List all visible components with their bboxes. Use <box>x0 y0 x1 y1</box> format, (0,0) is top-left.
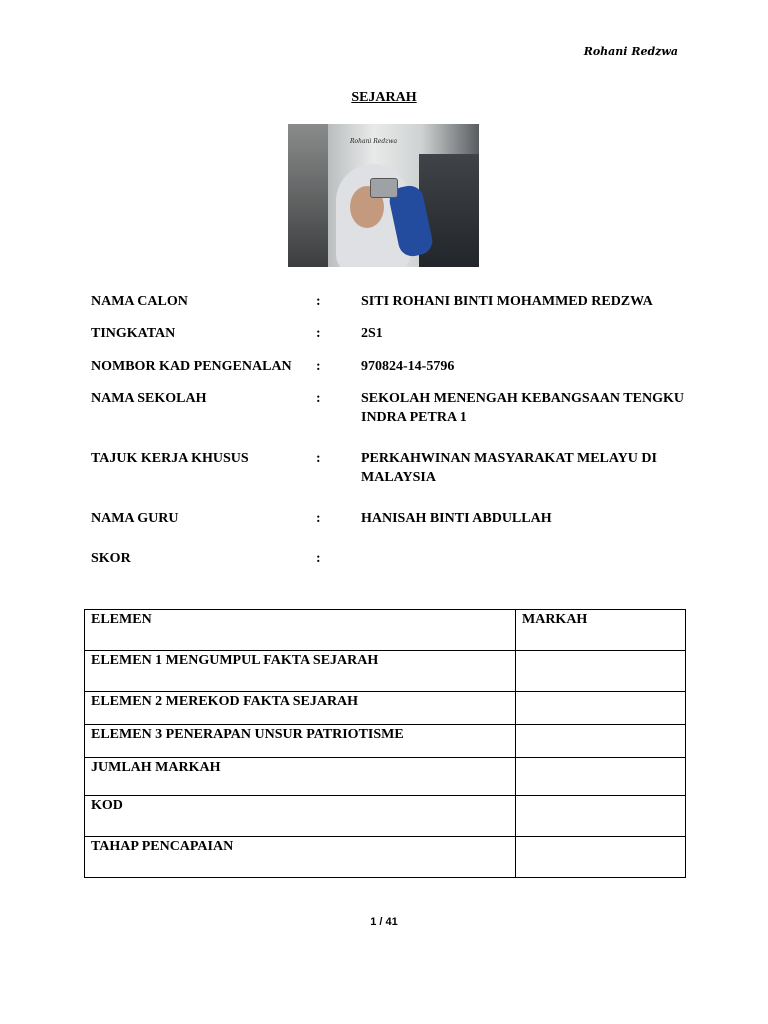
page-header-author: Rohani Redzwa <box>583 45 678 58</box>
info-colon: : <box>316 511 321 526</box>
student-photo <box>288 124 479 267</box>
info-value: 970824-14-5796 <box>361 359 455 374</box>
info-colon: : <box>316 391 321 406</box>
info-label: NAMA SEKOLAH <box>91 391 207 406</box>
table-row <box>85 725 686 758</box>
table-row <box>85 837 686 878</box>
info-colon: : <box>316 294 321 309</box>
table-header-elemen: ELEMEN <box>85 610 516 651</box>
info-value: PERKAHWINAN MASYARAKAT MELAYU DI MALAYSIA <box>361 451 657 485</box>
photo-camera <box>370 178 398 198</box>
info-label: TINGKATAN <box>91 326 176 341</box>
photo-wall <box>288 124 328 267</box>
photo-watermark: Rohani Redzwa <box>350 138 398 145</box>
info-label: NAMA CALON <box>91 294 188 309</box>
info-value: 2S1 <box>361 326 383 341</box>
info-colon: : <box>316 326 321 341</box>
info-label: SKOR <box>91 551 131 566</box>
table-cell-element: KOD <box>85 796 516 837</box>
info-colon: : <box>316 551 321 566</box>
info-label: NOMBOR KAD PENGENALAN <box>91 359 292 374</box>
table-cell-markah <box>516 758 686 796</box>
table-cell-markah <box>516 725 686 758</box>
document-title: SEJARAH <box>351 90 417 105</box>
info-value: HANISAH BINTI ABDULLAH <box>361 511 552 526</box>
table-header-row <box>85 610 686 651</box>
table-cell-markah <box>516 837 686 878</box>
table-row <box>85 796 686 837</box>
info-colon: : <box>316 451 321 466</box>
table-header-markah: MARKAH <box>516 610 686 651</box>
table-cell-markah <box>516 692 686 725</box>
page-number: 1 / 41 <box>370 916 398 928</box>
table-cell-element: TAHAP PENCAPAIAN <box>85 837 516 878</box>
table-cell-element: ELEMEN 1 MENGUMPUL FAKTA SEJARAH <box>85 651 516 692</box>
info-label: NAMA GURU <box>91 511 179 526</box>
info-value: SITI ROHANI BINTI MOHAMMED REDZWA <box>361 294 653 309</box>
info-label: TAJUK KERJA KHUSUS <box>91 451 249 466</box>
table-cell-element: JUMLAH MARKAH <box>85 758 516 796</box>
info-colon: : <box>316 359 321 374</box>
table-cell-markah <box>516 796 686 837</box>
table-cell-element: ELEMEN 2 MEREKOD FAKTA SEJARAH <box>85 692 516 725</box>
table-row <box>85 692 686 725</box>
table-row <box>85 758 686 796</box>
marks-table <box>84 609 686 878</box>
table-cell-markah <box>516 651 686 692</box>
info-value: SEKOLAH MENENGAH KEBANGSAAN TENGKU INDRA PETRA 1 <box>361 391 684 425</box>
table-row <box>85 651 686 692</box>
table-cell-element: ELEMEN 3 PENERAPAN UNSUR PATRIOTISME <box>85 725 516 758</box>
